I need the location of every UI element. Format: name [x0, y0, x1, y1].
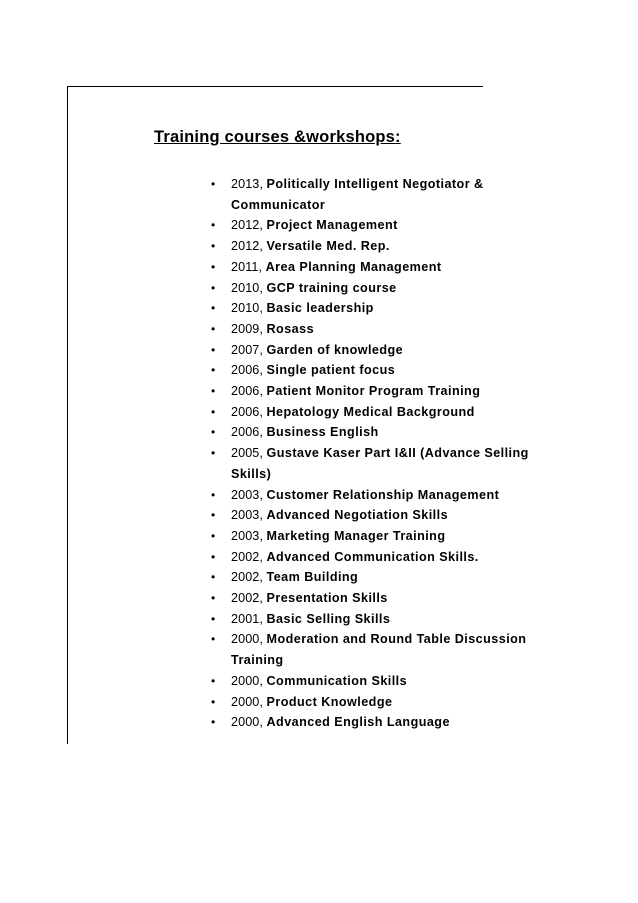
course-year: 2012,	[231, 218, 264, 233]
course-title: Patient Monitor Program Training	[266, 384, 481, 399]
bullet-icon: •	[211, 218, 216, 233]
bullet-icon: •	[211, 321, 216, 336]
top-border-line	[67, 86, 483, 87]
bullet-icon: •	[211, 570, 216, 585]
course-year: 2006,	[231, 425, 264, 440]
course-title: Advanced English Language	[266, 715, 450, 730]
list-item	[209, 609, 539, 630]
list-item	[209, 236, 539, 257]
list-item	[209, 712, 539, 733]
list-item	[209, 340, 539, 361]
list-item	[209, 257, 539, 278]
course-year: 2000,	[231, 632, 264, 647]
course-title: Business English	[266, 425, 379, 440]
list-item	[209, 278, 539, 299]
course-year: 2000,	[231, 694, 264, 709]
course-title: Gustave Kaser Part I&II (Advance Selling Skills)	[231, 446, 529, 481]
course-year: 2010,	[231, 280, 264, 295]
bullet-icon: •	[211, 177, 216, 191]
bullet-icon: •	[211, 508, 216, 523]
course-title: Basic Selling Skills	[266, 611, 391, 626]
course-title: Communication Skills	[266, 673, 408, 688]
bullet-icon: •	[211, 549, 216, 564]
list-item	[209, 422, 539, 443]
course-title: Product Knowledge	[266, 694, 393, 709]
course-title: Politically Intelligent Negotiator & Communicator	[231, 177, 484, 212]
bullet-icon: •	[211, 404, 216, 419]
course-title: GCP training course	[266, 280, 397, 295]
course-year: 2002,	[231, 549, 264, 564]
course-title: Moderation and Round Table Discussion Training	[231, 632, 527, 668]
bullet-icon: •	[211, 363, 216, 378]
bullet-icon: •	[211, 280, 216, 295]
course-year: 2006,	[231, 384, 264, 399]
course-title: Project Management	[266, 218, 398, 233]
list-item	[209, 485, 539, 506]
list-item	[209, 443, 539, 484]
course-title: Single patient focus	[266, 363, 396, 378]
course-year: 2012,	[231, 239, 264, 254]
list-item	[209, 567, 539, 588]
course-year: 2002,	[231, 570, 264, 585]
bullet-icon: •	[211, 694, 216, 709]
course-year: 2009,	[231, 321, 264, 336]
bullet-icon: •	[211, 446, 216, 461]
course-title: Rosass	[266, 321, 315, 336]
course-year: 2013,	[231, 177, 264, 191]
left-border-line	[67, 86, 68, 744]
course-title: Customer Relationship Management	[266, 487, 500, 502]
course-year: 2005,	[231, 446, 264, 461]
course-year: 2000,	[231, 715, 264, 730]
course-year: 2002,	[231, 591, 264, 606]
bullet-icon: •	[211, 528, 216, 543]
list-item	[209, 319, 539, 340]
list-item	[209, 381, 539, 402]
bullet-icon: •	[211, 591, 216, 606]
list-item	[209, 215, 539, 236]
list-item	[209, 547, 539, 568]
course-title: Presentation Skills	[266, 591, 388, 606]
bullet-icon: •	[211, 673, 216, 688]
list-item	[209, 526, 539, 547]
course-title: Team Building	[266, 570, 359, 585]
list-item	[209, 671, 539, 692]
bullet-icon: •	[211, 384, 216, 399]
training-course-list	[209, 174, 539, 733]
course-title: Versatile Med. Rep.	[266, 239, 390, 254]
course-year: 2003,	[231, 528, 264, 543]
list-item	[209, 629, 539, 670]
course-year: 2010,	[231, 301, 264, 316]
list-item	[209, 360, 539, 381]
course-title: Advanced Communication Skills.	[266, 549, 479, 564]
course-title: Advanced Negotiation Skills	[266, 508, 449, 523]
list-item	[209, 505, 539, 526]
course-year: 2006,	[231, 404, 264, 419]
bullet-icon: •	[211, 259, 216, 274]
bullet-icon: •	[211, 342, 216, 357]
bullet-icon: •	[211, 425, 216, 440]
list-item	[209, 298, 539, 319]
bullet-icon: •	[211, 611, 216, 626]
list-item	[209, 692, 539, 713]
course-title: Area Planning Management	[265, 259, 442, 274]
bullet-icon: •	[211, 632, 216, 647]
list-item	[209, 588, 539, 609]
list-item	[209, 174, 539, 215]
course-year: 2006,	[231, 363, 264, 378]
course-year: 2007,	[231, 342, 264, 357]
bullet-icon: •	[211, 715, 216, 730]
course-title: Basic leadership	[266, 301, 374, 316]
course-title: Garden of knowledge	[266, 342, 404, 357]
course-year: 2003,	[231, 487, 264, 502]
course-title: Hepatology Medical Background	[266, 404, 475, 419]
course-year: 2003,	[231, 508, 264, 523]
course-year: 2000,	[231, 673, 264, 688]
list-item	[209, 402, 539, 423]
bullet-icon: •	[211, 301, 216, 316]
bullet-icon: •	[211, 487, 216, 502]
course-title: Marketing Manager Training	[266, 528, 446, 543]
section-heading: Training courses &workshops:	[154, 128, 401, 146]
bullet-icon: •	[211, 239, 216, 254]
course-year: 2001,	[231, 611, 264, 626]
course-year: 2011,	[231, 259, 263, 274]
